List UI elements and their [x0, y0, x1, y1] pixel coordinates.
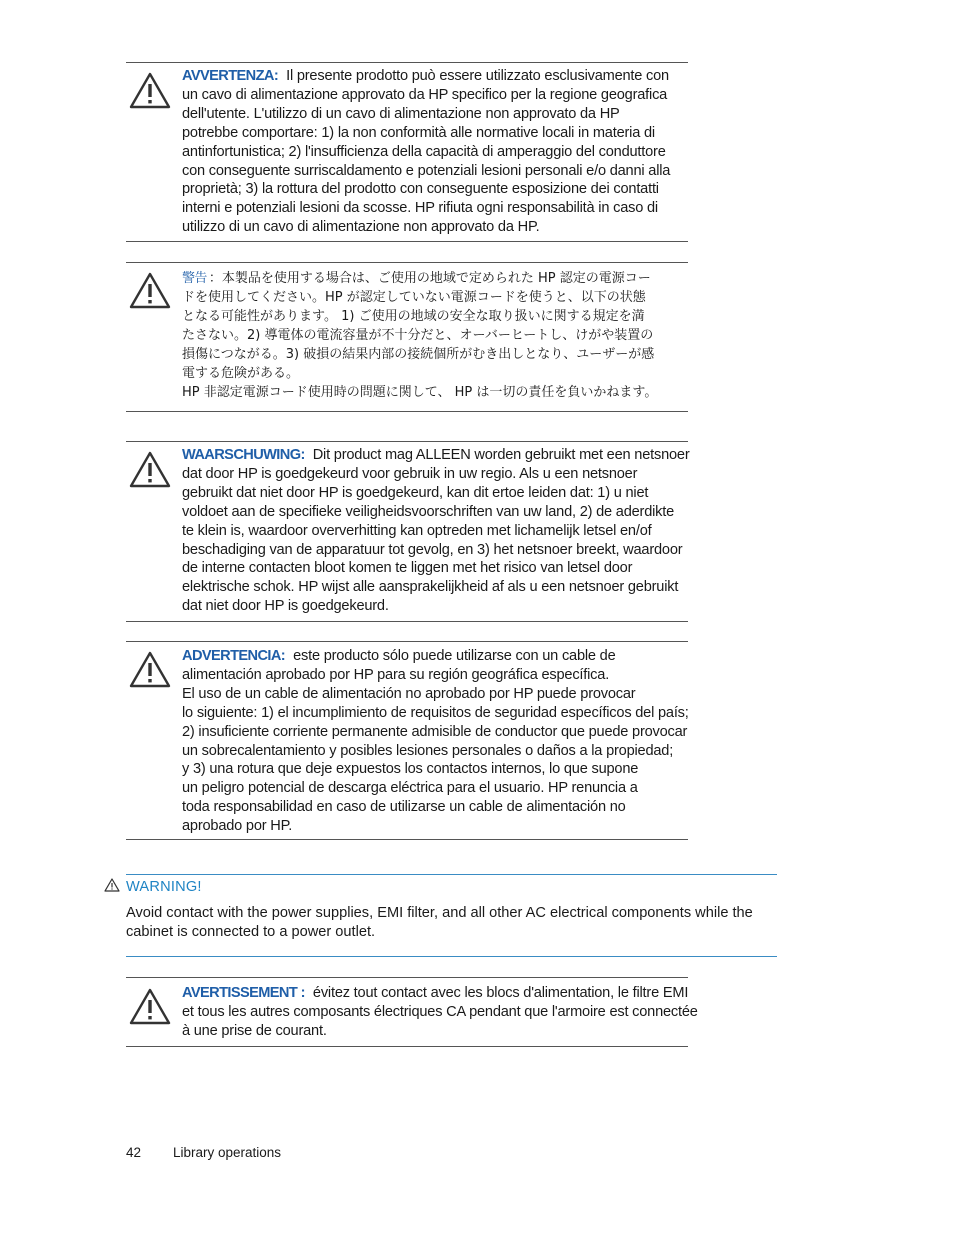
caution-text-line: toda responsabilidad en caso de utilizarse un cable de alimentación no: [182, 799, 626, 816]
caution-text-line: antinfortunistica; 2) l'insufficienza della capacità di amperaggio del conduttore: [182, 143, 666, 160]
warning-triangle-icon: [128, 987, 172, 1027]
warning-triangle-icon: [104, 878, 120, 892]
caution-text-line: utilizzo di un cavo di alimentazione non approvato da HP.: [182, 219, 540, 236]
warning-triangle-icon: [128, 71, 172, 111]
caution-text-line: de interne contacten bloot komen te liggen met het risico van letsel door: [182, 560, 633, 577]
footer-section-title: Library operations: [173, 1145, 282, 1160]
caution-text-line: voldoet aan de specifieke veiligheidsvoorschriften van uw land, 2) de aderdikte: [182, 503, 675, 520]
caution-text-line: et tous les autres composants électriques CA pendant que l'armoire est connectée: [182, 1003, 698, 1020]
caution-text-line: gebruikt dat niet door HP is goedgekeurd, kan dit ertoe leiden dat: 1) u niet: [182, 484, 649, 501]
caution-block-nl: [126, 441, 688, 622]
caution-label: AVVERTENZA:: [182, 68, 279, 84]
caution-text-line: 2) insuficiente corriente permanente admisible de conductor que puede provocar: [182, 723, 688, 740]
warning-box: [126, 874, 777, 957]
caution-text-line: proprietà; 3) la rottura del prodotto con conseguente esposizione dei contatti: [182, 181, 659, 198]
caution-text-line: un cavo di alimentazione approvato da HP specifico per la regione geografica: [182, 86, 668, 103]
caution-label: 警告: [182, 271, 207, 286]
caution-block-ja: [126, 262, 688, 412]
caution-text-line: Dit product mag ALLEEN worden gebruikt met een netsnoer: [312, 447, 690, 463]
caution-block-it: [126, 62, 688, 242]
caution-text-line: alimentación aprobado por HP para su región geográfica específica.: [182, 666, 610, 683]
caution-text-line: となる可能性があります。 1) ご使用の地域の安全な取り扱いに関する規定を満: [182, 309, 645, 324]
caution-text-line: dat niet door HP is goedgekeurd.: [182, 598, 389, 615]
warning-triangle-icon: [128, 450, 172, 490]
warning-title: WARNING!: [126, 879, 202, 895]
caution-text-line: 電する危険がある。: [182, 366, 300, 381]
caution-text-line: y 3) una rotura que deje expuestos los contactos internos, lo que supone: [182, 761, 639, 778]
warning-triangle-icon: [128, 271, 172, 311]
caution-text-line: te klein is, waardoor oververhitting kan optreden met lichamelijk letsel en/of: [182, 522, 652, 539]
caution-text-line: aprobado por HP.: [182, 818, 293, 835]
caution-text-line: lo siguiente: 1) el incumplimiento de requisitos de seguridad específicos del país;: [182, 704, 689, 721]
caution-block-es: [126, 641, 688, 840]
caution-text-line: El uso de un cable de alimentación no aprobado por HP puede provocar: [182, 685, 636, 702]
caution-block-fr: [126, 977, 698, 1047]
caution-text-line: dell'utente. L'utilizzo di un cavo di alimentazione non approvato da HP: [182, 105, 620, 122]
caution-text-line: elektrische schok. HP wijst alle aansprakelijkheid af als u een netsnoer gebruikt: [182, 579, 679, 596]
caution-label: WAARSCHUWING:: [182, 447, 305, 463]
caution-text-line: 損傷につながる。3) 破損の結果内部の接続個所がむき出しとなり、ユーザーが感: [182, 347, 655, 362]
caution-text-line: dat door HP is goedgekeurd voor gebruik in uw regio. Als u een netsnoer: [182, 465, 638, 482]
caution-text-line: évitez tout contact avec les blocs d'alimentation, le filtre EMI: [312, 985, 689, 1001]
caution-text-line: un sobrecalentamiento y posibles lesiones personales o daños a la propiedad;: [182, 742, 674, 759]
caution-text-line: たさない。2) 導電体の電流容量が不十分だと、オーバーヒートし、けがや装置の: [182, 328, 654, 343]
caution-text-line: potrebbe comportare: 1) la non conformità alle normative locali in materia di: [182, 124, 655, 141]
caution-text-line: ：本製品を使用する場合は、ご使用の地域で定められた HP 認定の電源コー: [208, 271, 651, 286]
caution-text-line: ドを使用してください。HP が認定していない電源コードを使うと、以下の状態: [182, 290, 646, 305]
caution-text-line: beschadiging van de apparatuur tot gevolg, en 3) het netsnoer breekt, waardoor: [182, 541, 683, 558]
caution-text-line: un peligro potencial de descarga eléctrica para el usuario. HP renuncia a: [182, 780, 638, 797]
caution-text-line: con conseguente surriscaldamento e potenziali lesioni personali e/o danni alla: [182, 162, 671, 179]
caution-text-line: HP 非認定電源コード使用時の問題に関して、 HP は一切の責任を負いかねます。: [182, 385, 658, 400]
caution-text-line: Il presente prodotto può essere utilizzato esclusivamente con: [286, 68, 669, 84]
caution-text-line: à une prise de courant.: [182, 1022, 327, 1039]
warning-triangle-icon: [128, 650, 172, 690]
page-number: 42: [126, 1145, 142, 1160]
caution-label: ADVERTENCIA:: [182, 648, 286, 664]
caution-label: AVERTISSEMENT :: [182, 985, 305, 1001]
caution-text-line: este producto sólo puede utilizarse con un cable de: [293, 648, 616, 664]
warning-body: Avoid contact with the power supplies, EMI filter, and all other AC electrical components while the cabinet is connected to a power outlet.: [126, 905, 753, 940]
caution-text-line: interni e potenziali lesioni da scosse. HP rifiuta ogni responsabilità in caso di: [182, 200, 658, 217]
